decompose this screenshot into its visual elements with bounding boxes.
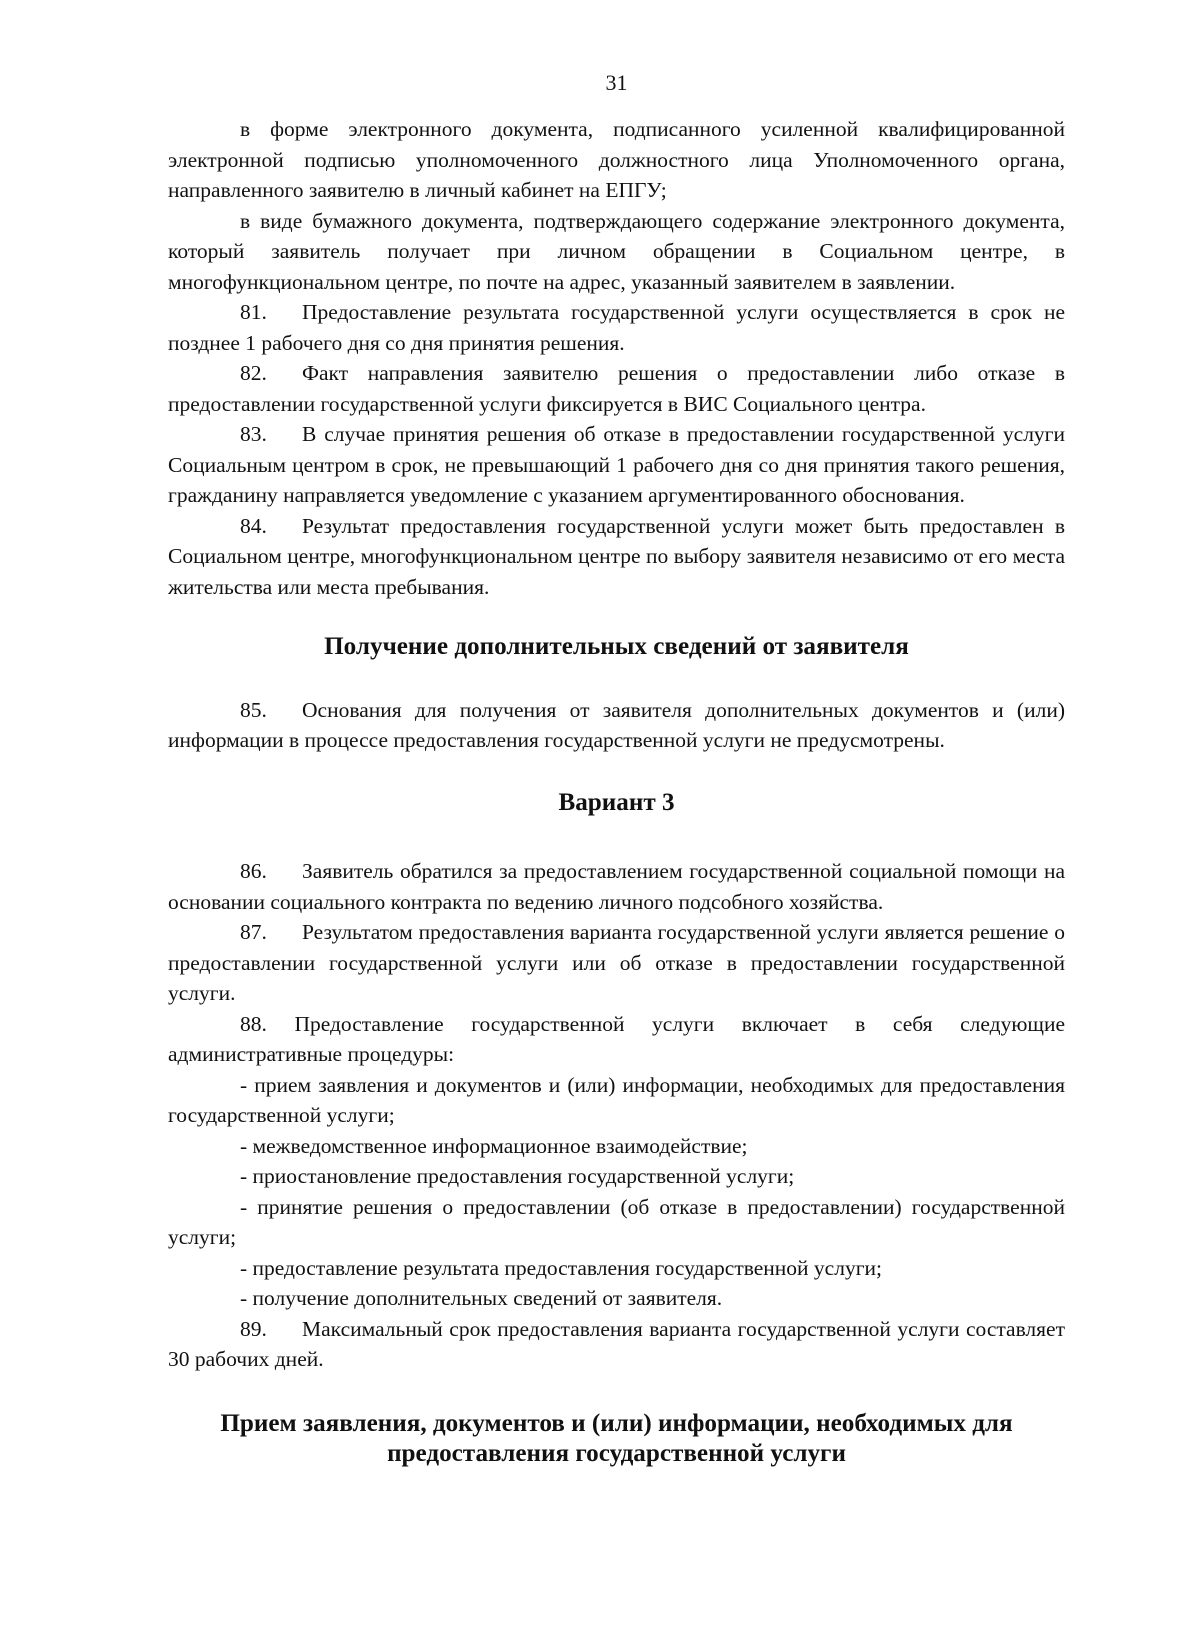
- paragraph-electronic-form: в форме электронного документа, подписанного усиленной квалифицированной электронной подписью уполномоченного должностного лица Уполномоченного органа, направленного заявителю в личный кабинет на ЕПГУ;: [168, 117, 1065, 202]
- clause-text: Максимальный срок предоставления варианта государственной услуги составляет 30 рабочих дней.: [168, 1316, 1065, 1371]
- heading-line-2: предоставления государственной услуги: [387, 1440, 846, 1467]
- procedure-item: - приостановление предоставления государственной услуги;: [240, 1164, 795, 1188]
- clause-text: В случае принятия решения об отказе в предоставлении государственной услуги Социальным центром в срок, не превышающий 1 рабочего дня со дня принятия такого решения, гражданину направляется уведомление с указанием аргументированного обоснования.: [168, 422, 1065, 507]
- clause-text: Результатом предоставления варианта государственной услуги является решение о предоставлении государственной услуги или об отказе в предоставлении государственной услуги.: [168, 920, 1065, 1005]
- section-heading-variant-3: Вариант 3: [558, 788, 675, 816]
- clause-84: [168, 511, 1065, 603]
- clause-text: Предоставление государственной услуги включает в себя следующие административные процедуры:: [168, 1011, 1065, 1066]
- clause-number: 82.: [240, 361, 267, 385]
- clause-83: [168, 419, 1065, 511]
- procedure-item: - принятие решения о предоставлении (об отказе в предоставлении) государственной услуги;: [168, 1194, 1065, 1249]
- document-page: [168, 68, 1065, 1470]
- clause-number: 84.: [240, 513, 267, 538]
- clause-text: Основания для получения от заявителя дополнительных документов и (или) информации в процессе предоставления государственной услуги не предусмотрены.: [168, 697, 1065, 752]
- procedure-item: - получение дополнительных сведений от заявителя.: [240, 1286, 723, 1310]
- page-number: 31: [605, 70, 628, 95]
- clause-88: [168, 1009, 1065, 1070]
- procedure-item: - межведомственное информационное взаимодействие;: [240, 1133, 748, 1158]
- clause-87: [168, 917, 1065, 1009]
- clause-number: 85.: [240, 697, 267, 722]
- clause-number: 87.: [240, 920, 267, 944]
- heading-line-1: Прием заявления, документов и (или) информации, необходимых для: [220, 1409, 1013, 1437]
- paragraph-paper-form: в виде бумажного документа, подтверждающего содержание электронного документа, который заявитель получает при личном обращении в Социальном центре, в многофункциональном центре, по почте на адрес, указанный заявителем в заявлении.: [168, 208, 1065, 294]
- clause-86: [168, 856, 1065, 917]
- clause-text: Заявитель обратился за предоставлением государственной социальной помощи на основании социального контракта по ведению личного подсобного хозяйства.: [168, 859, 1065, 914]
- clause-85: [168, 695, 1065, 756]
- clause-text: Предоставление результата государственной услуги осуществляется в срок не позднее 1 рабочего дня со дня принятия решения.: [168, 300, 1065, 355]
- clause-number: 88.: [240, 1011, 267, 1036]
- clause-89: [168, 1314, 1065, 1375]
- clause-text: Результат предоставления государственной услуги может быть предоставлен в Социальном центре, многофункциональном центре по выбору заявителя независимо от его места жительства или места пребывания.: [168, 513, 1065, 599]
- procedure-item: - предоставление результата предоставления государственной услуги;: [240, 1255, 882, 1280]
- procedure-item: - прием заявления и документов и (или) информации, необходимых для предоставления государственной услуги;: [168, 1072, 1065, 1127]
- clause-number: 86.: [240, 859, 267, 883]
- clause-number: 89.: [240, 1316, 267, 1341]
- clause-text: Факт направления заявителю решения о предоставлении либо отказе в предоставлении государственной услуги фиксируется в ВИС Социального центра.: [168, 361, 1065, 416]
- section-heading-application-intake: [168, 1409, 1065, 1470]
- clause-number: 83.: [240, 422, 267, 446]
- clause-81: [168, 297, 1065, 358]
- section-heading-additional-info: Получение дополнительных сведений от заявителя: [324, 633, 909, 660]
- clause-number: 81.: [240, 300, 267, 324]
- clause-82: [168, 358, 1065, 419]
